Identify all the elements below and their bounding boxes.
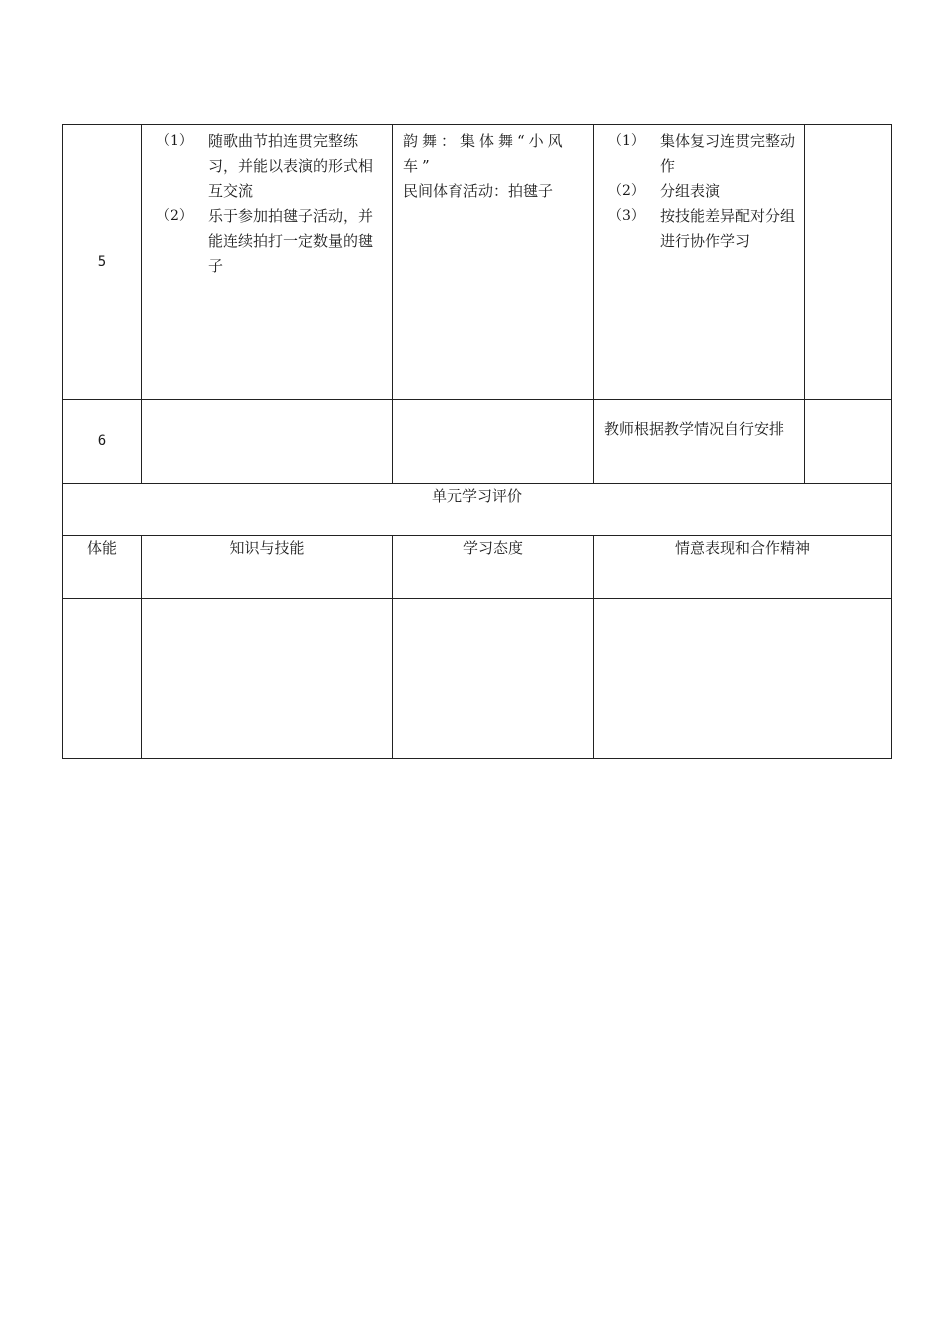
header-attitude: 学习态度 [393,536,594,599]
header-physical: 体能 [63,536,142,599]
blank-cell [594,599,892,759]
item-marker: （1） [608,133,645,149]
header-affect-cooperation: 情意表现和合作精神 [594,536,892,599]
notes-cell [805,400,892,484]
list-item [604,204,796,254]
content-line: 韵舞：集体舞“小风车” [403,132,567,175]
methods-cell [594,400,805,484]
list-item [604,179,796,204]
header-knowledge-skills: 知识与技能 [142,536,393,599]
goals-cell [142,125,393,400]
list-item [152,204,384,279]
method-text: 教师根据教学情况自行安排 [604,420,785,438]
item-marker: （1） [156,133,193,149]
content-cell [393,125,594,400]
content-cell [393,400,594,484]
evaluation-blank-row [63,599,892,759]
blank-cell [142,599,393,759]
unit-plan-table [62,124,892,759]
goals-cell [142,400,393,484]
evaluation-title-row [63,484,892,536]
methods-cell [594,125,805,400]
item-text: 集体复习连贯完整动作 [660,132,796,175]
item-text: 乐于参加拍毽子活动，并能连续拍打一定数量的毽子 [208,207,374,275]
item-marker: （2） [608,183,645,199]
item-text: 随歌曲节拍连贯完整练习，并能以表演的形式相互交流 [208,132,374,200]
lesson-number: 5 [63,125,142,400]
list-item [152,129,384,204]
lesson-number: 6 [63,400,142,484]
content-line: 民间体育活动：拍毽子 [403,182,554,200]
item-text: 分组表演 [660,182,721,200]
evaluation-header-row [63,536,892,599]
item-marker: （2） [156,208,193,224]
blank-cell [393,599,594,759]
item-text: 按技能差异配对分组进行协作学习 [660,207,796,250]
table-row [63,125,892,400]
item-marker: （3） [608,208,645,224]
blank-cell [63,599,142,759]
list-item [604,129,796,179]
evaluation-title: 单元学习评价 [63,484,892,536]
table-row [63,400,892,484]
notes-cell [805,125,892,400]
